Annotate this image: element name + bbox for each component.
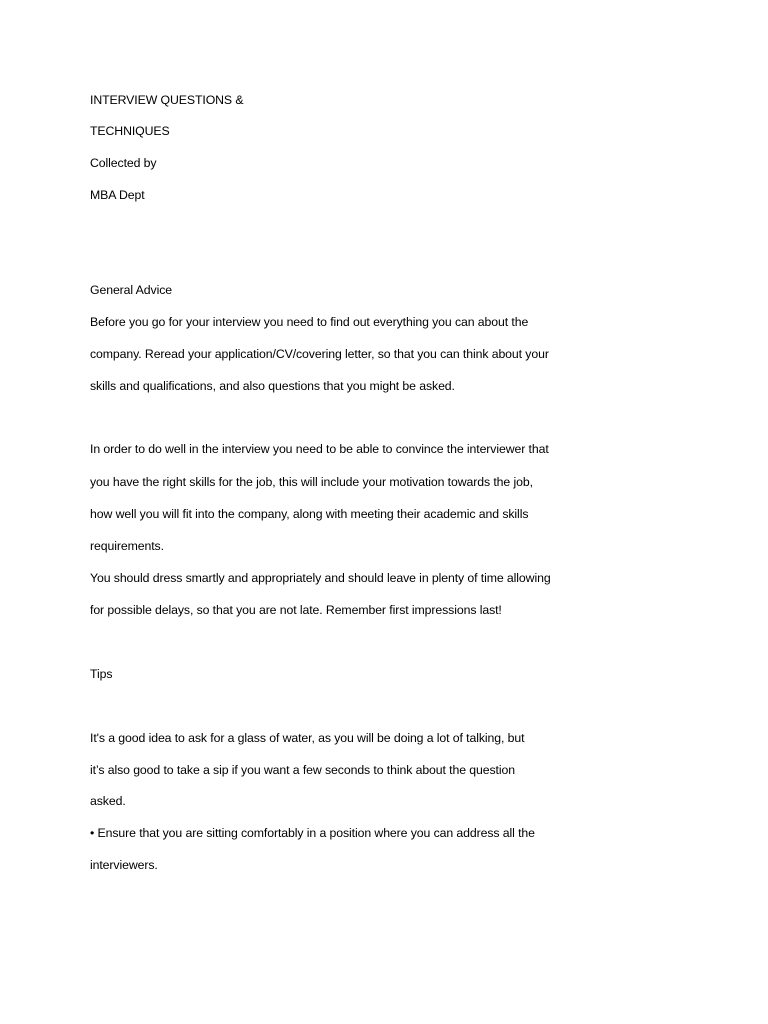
document-title-line-1: INTERVIEW QUESTIONS & — [90, 93, 244, 107]
bullet-item-line: • Ensure that you are sitting comfortably in a position where you can address all the — [90, 826, 535, 840]
paragraph-line: Before you go for your interview you need to find out everything you can about the — [90, 315, 529, 329]
paragraph-line: requirements. — [90, 539, 164, 553]
paragraph-line: asked. — [90, 794, 126, 808]
paragraph-line: for possible delays, so that you are not late. Remember first impressions last! — [90, 603, 502, 617]
paragraph-line: you have the right skills for the job, this will include your motivation towards the job, — [90, 475, 533, 489]
bullet-item-line: interviewers. — [90, 858, 158, 872]
paragraph-line: it’s also good to take a sip if you want a few seconds to think about the question — [90, 763, 515, 777]
paragraph-line: It's a good idea to ask for a glass of water, as you will be doing a lot of talking, but — [90, 731, 525, 745]
paragraph-line: In order to do well in the interview you need to be able to convince the interviewer that — [90, 442, 549, 456]
document-title-line-2: TECHNIQUES — [90, 124, 170, 138]
paragraph-line: company. Reread your application/CV/covering letter, so that you can think about your — [90, 347, 549, 361]
section-heading-general-advice: General Advice — [90, 283, 172, 297]
paragraph-line: how well you will fit into the company, along with meeting their academic and skills — [90, 507, 529, 521]
paragraph-line: You should dress smartly and appropriately and should leave in plenty of time allowing — [90, 571, 551, 585]
paragraph-line: skills and qualifications, and also questions that you might be asked. — [90, 379, 455, 393]
section-heading-tips: Tips — [90, 667, 113, 681]
document-subtitle-collected-by: Collected by — [90, 156, 157, 170]
document-author: MBA Dept — [90, 188, 145, 202]
